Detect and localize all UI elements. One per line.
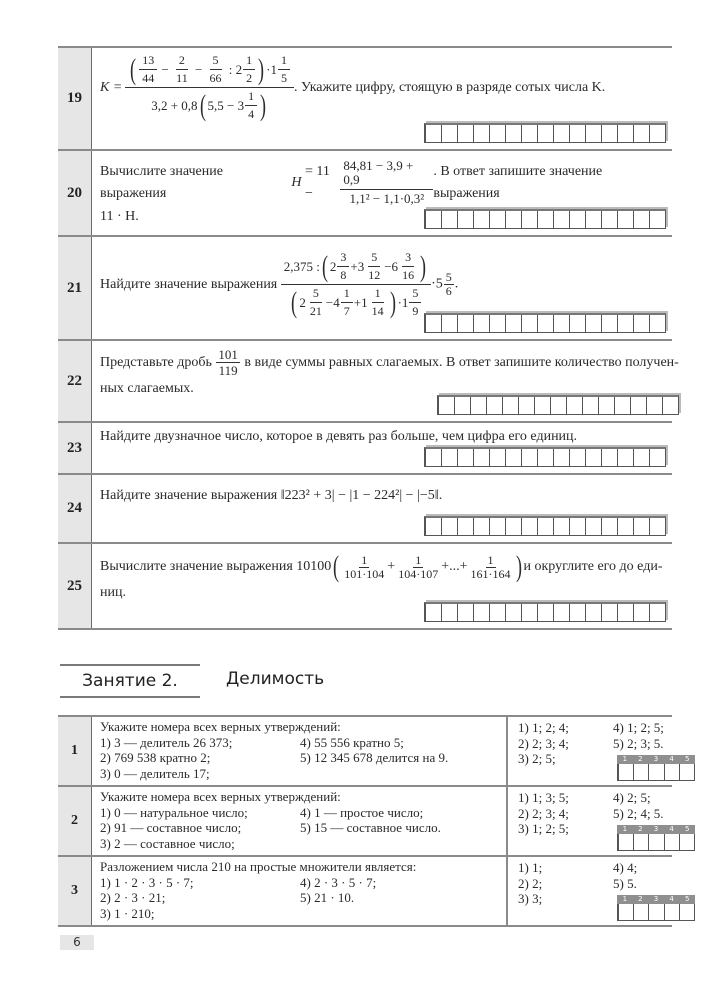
fraction: $\frac{101}{119}$ xyxy=(218,347,238,378)
fraction: $\frac{1}{101\cdot 104}$ xyxy=(344,552,385,581)
answer-cell[interactable] xyxy=(474,518,490,535)
statement: 5) 15 — составное число. xyxy=(300,820,441,835)
choice-number: 2 xyxy=(638,895,643,903)
answer-cell[interactable] xyxy=(458,315,474,332)
fraction: $\frac{1}{2}$ xyxy=(243,54,255,85)
answer-cell[interactable] xyxy=(442,604,458,621)
answer-cell[interactable] xyxy=(490,125,506,142)
answer-cell[interactable] xyxy=(618,449,634,466)
choice-number: 1 xyxy=(622,825,628,833)
answer-cell[interactable] xyxy=(490,604,506,621)
answer-cell[interactable] xyxy=(490,315,506,332)
task-body xyxy=(92,237,672,339)
test-number: 3 xyxy=(58,857,92,925)
task-text: Найдите значение выражения xyxy=(100,488,278,503)
task-text: Вычислите значение выражения xyxy=(100,163,223,201)
answer-choice-grid[interactable] xyxy=(617,825,695,851)
answer-cell[interactable] xyxy=(538,449,554,466)
statement: 4) 1 — простое число; xyxy=(300,804,424,820)
answer-cell[interactable] xyxy=(570,211,586,228)
answer-cell[interactable] xyxy=(570,518,586,535)
answer-cell[interactable] xyxy=(538,125,554,142)
test-row-1 xyxy=(58,717,690,787)
answer-cell[interactable] xyxy=(602,125,618,142)
answer-cell[interactable] xyxy=(474,604,490,621)
answer-cell[interactable] xyxy=(570,449,586,466)
option: 4) 4; xyxy=(613,860,638,875)
choice-cell[interactable] xyxy=(619,764,634,780)
answer-cell[interactable] xyxy=(522,449,538,466)
statement: 3) 0 — делитель 17; xyxy=(100,765,210,781)
answer-cell[interactable] xyxy=(618,604,634,621)
option: 1) 1; 2; 4; xyxy=(518,720,569,735)
task-text: в виде суммы равных слагаемых. В ответ запишите количество получен- xyxy=(244,354,679,370)
choice-cell[interactable] xyxy=(649,904,664,920)
ellipsis: +...+ xyxy=(441,559,468,574)
task-body xyxy=(92,423,672,473)
option: 2) 2; xyxy=(518,875,543,891)
test-row-2 xyxy=(58,787,690,857)
formula-denominator: 3,2 + 0,8 ( 5,5 − 3 $\frac{1}{4}$ ) xyxy=(151,88,267,122)
choice-cell[interactable] xyxy=(680,834,694,850)
choice-cell[interactable] xyxy=(619,904,634,920)
option: 3) 3; xyxy=(518,891,543,906)
answer-cell[interactable] xyxy=(602,315,618,332)
answer-cell[interactable] xyxy=(554,315,570,332)
statement: 1) 3 — делитель 26 373; xyxy=(100,734,233,750)
choice-number: 4 xyxy=(669,895,674,903)
statement-list xyxy=(100,875,500,922)
answer-cell[interactable] xyxy=(586,518,602,535)
answer-cell[interactable] xyxy=(426,449,442,466)
task-text: Найдите значение выражения xyxy=(100,276,278,292)
choice-cell[interactable] xyxy=(634,904,649,920)
answer-cell[interactable] xyxy=(442,518,458,535)
answer-cell[interactable] xyxy=(535,397,551,414)
choice-number: 5 xyxy=(684,895,690,903)
answer-cell[interactable] xyxy=(634,604,650,621)
statement: 3) 2 — составное число; xyxy=(100,835,235,851)
question-cell xyxy=(92,857,508,925)
task-row-23 xyxy=(58,423,672,475)
task-line-1 xyxy=(100,347,679,378)
task-line-1 xyxy=(100,251,666,318)
answer-cell[interactable] xyxy=(455,397,471,414)
task-row-21 xyxy=(58,237,672,341)
answer-cell[interactable] xyxy=(506,315,522,332)
option: 2) 2; 3; 4; xyxy=(518,805,569,821)
statement-list xyxy=(100,735,500,782)
answer-cell[interactable] xyxy=(458,125,474,142)
answer-cell[interactable] xyxy=(647,397,663,414)
answer-cell[interactable] xyxy=(506,211,522,228)
answer-cell[interactable] xyxy=(634,518,650,535)
choice-number: 5 xyxy=(684,825,690,833)
task-number: 23 xyxy=(58,423,92,473)
option: 5) 2; 4; 5. xyxy=(613,805,664,821)
statement: 2) 2 · 3 · 21; xyxy=(100,890,166,905)
page-number: 6 xyxy=(60,935,94,950)
answer-cell[interactable] xyxy=(650,315,665,332)
choice-number: 3 xyxy=(653,825,659,833)
answer-cell[interactable] xyxy=(551,397,567,414)
choice-number: 2 xyxy=(638,755,643,763)
task-row-25 xyxy=(58,544,672,630)
answer-grid[interactable] xyxy=(424,602,666,622)
answer-cell[interactable] xyxy=(522,211,538,228)
option: 1) 1; 3; 5; xyxy=(518,790,569,805)
task-text: Представьте дробь xyxy=(100,354,212,370)
answer-cell[interactable] xyxy=(458,518,474,535)
answer-cell[interactable] xyxy=(522,315,538,332)
task-line-1: Вычислите значение выражения 10100 ( $\frac{1}{101\cdot 104}$ + $\frac{1}{104\cdot 107}$ +...+ $\frac{1}{161\cdot 164}$ ) и округлите его до еди- xyxy=(100,550,663,583)
task-table xyxy=(58,46,679,630)
answer-cell[interactable] xyxy=(663,397,678,414)
answer-choice-grid[interactable] xyxy=(617,895,695,921)
task-line-2: 11 · H. xyxy=(100,209,139,224)
task-body xyxy=(92,48,672,149)
answer-cell[interactable] xyxy=(442,125,458,142)
answer-cell[interactable] xyxy=(618,518,634,535)
answer-cell[interactable] xyxy=(634,211,650,228)
answer-cell[interactable] xyxy=(474,125,490,142)
section-title: Делимость xyxy=(226,669,325,689)
tail: ·5 $\frac{5}{6}$ . xyxy=(431,270,459,298)
test-row-3 xyxy=(58,857,690,927)
answer-cell[interactable] xyxy=(487,397,503,414)
option: 3) 2; 5; xyxy=(518,751,556,766)
option: 5) 2; 3; 5. xyxy=(613,735,664,751)
option: 3) 1; 2; 5; xyxy=(518,821,569,836)
statement: 1) 1 · 2 · 3 · 5 · 7; xyxy=(100,874,194,890)
answer-cell[interactable] xyxy=(583,397,599,414)
statement: 4) 2 · 3 · 5 · 7; xyxy=(300,874,377,890)
answer-grid[interactable] xyxy=(424,447,666,467)
fraction: $\frac{1}{104\cdot 107}$ xyxy=(398,552,439,581)
answer-cell[interactable] xyxy=(426,315,442,332)
answer-cell[interactable] xyxy=(442,449,458,466)
options-cell xyxy=(508,857,699,925)
task-text: и округлите его до еди- xyxy=(523,559,663,574)
answer-cell[interactable] xyxy=(426,604,442,621)
denominator: 1,1² − 1,1·0,3² xyxy=(349,191,425,206)
answer-choice-grid[interactable] xyxy=(617,755,695,781)
option: 4) 1; 2; 5; xyxy=(613,720,664,735)
option: 1) 1; xyxy=(518,860,543,875)
answer-cell[interactable] xyxy=(599,397,615,414)
task-body xyxy=(92,341,685,421)
answer-cell[interactable] xyxy=(650,449,665,466)
options-cell xyxy=(508,717,699,785)
answer-cell[interactable] xyxy=(426,518,442,535)
variable-h: H xyxy=(291,174,302,190)
choice-cell[interactable] xyxy=(634,834,649,850)
choice-number: 4 xyxy=(669,755,674,763)
question-prompt: Укажите номера всех верных утверждений: xyxy=(100,789,341,804)
task-number: 19 xyxy=(58,48,92,149)
answer-cell[interactable] xyxy=(602,604,618,621)
answer-cell[interactable] xyxy=(490,211,506,228)
answer-cell[interactable] xyxy=(586,449,602,466)
answer-cell[interactable] xyxy=(506,604,522,621)
statement: 5) 21 · 10. xyxy=(300,890,355,905)
statement: 3) 1 · 210; xyxy=(100,905,155,921)
answer-cell[interactable] xyxy=(522,604,538,621)
choice-cell[interactable] xyxy=(680,904,694,920)
choice-number: 1 xyxy=(622,755,628,763)
task-text: Вычислите значение выражения 10100 xyxy=(100,559,332,574)
answer-choice-cells[interactable] xyxy=(617,904,695,921)
answer-cell[interactable] xyxy=(538,518,554,535)
task-text: . Укажите цифру, стоящую в разряде сотых числа K. xyxy=(294,79,606,95)
test-number: 1 xyxy=(58,717,92,785)
answer-cell[interactable] xyxy=(586,125,602,142)
answer-cell[interactable] xyxy=(570,315,586,332)
answer-cell[interactable] xyxy=(602,449,618,466)
question-prompt: Разложением числа 210 на простые множители является: xyxy=(100,859,417,874)
test-number: 2 xyxy=(58,787,92,855)
choice-number: 5 xyxy=(684,755,690,763)
choice-cell[interactable] xyxy=(619,834,634,850)
task-number: 22 xyxy=(58,341,92,421)
answer-cell[interactable] xyxy=(538,211,554,228)
option: 4) 2; 5; xyxy=(613,790,651,805)
choice-cell[interactable] xyxy=(680,764,694,780)
option: 2) 2; 3; 4; xyxy=(518,735,569,751)
fraction: $\frac{5}{66}$ xyxy=(209,53,222,85)
task-body xyxy=(92,151,672,235)
answer-cell[interactable] xyxy=(615,397,631,414)
fraction xyxy=(281,251,431,318)
choice-cell[interactable] xyxy=(649,834,664,850)
answer-cell[interactable] xyxy=(650,125,665,142)
answer-cell[interactable] xyxy=(442,211,458,228)
answer-cell[interactable] xyxy=(522,125,538,142)
options-cell xyxy=(508,787,699,855)
choice-cell[interactable] xyxy=(649,764,664,780)
statement-list xyxy=(100,805,500,852)
choice-cell[interactable] xyxy=(665,904,680,920)
answer-cell[interactable] xyxy=(586,315,602,332)
answer-cell[interactable] xyxy=(586,211,602,228)
question-prompt: Укажите номера всех верных утверждений: xyxy=(100,719,341,734)
choice-number: 2 xyxy=(638,825,643,833)
answer-cell[interactable] xyxy=(567,397,583,414)
answer-cell[interactable] xyxy=(650,518,665,535)
answer-choice-cells[interactable] xyxy=(617,764,695,781)
fraction: $\frac{1}{5}$ xyxy=(278,54,290,85)
answer-grid[interactable] xyxy=(424,209,666,229)
answer-choice-header xyxy=(617,825,695,834)
choice-cell[interactable] xyxy=(634,764,649,780)
answer-cell[interactable] xyxy=(650,604,665,621)
answer-cell[interactable] xyxy=(426,211,442,228)
numerator: 2,375 : ( 2 $\frac{3}{8}$ +3 $\frac{5}{12}$ −6 $\frac{3}{16}$ ) xyxy=(281,251,431,285)
answer-cell[interactable] xyxy=(586,604,602,621)
answer-cell[interactable] xyxy=(506,125,522,142)
task-number: 21 xyxy=(58,237,92,339)
answer-cell[interactable] xyxy=(506,449,522,466)
answer-grid[interactable] xyxy=(424,123,666,143)
formula-numerator: ( $\frac{13}{44}$ − $\frac{2}{11}$ − $\frac{5}{66}$ : 2 $\frac{1}{2}$ ) ·1 $\frac{1}{5}$ xyxy=(125,54,294,88)
task-row-19 xyxy=(58,48,672,151)
fraction: $\frac{2}{11}$ xyxy=(176,53,188,85)
task-line-2: ных слагаемых. xyxy=(100,381,194,396)
answer-cell[interactable] xyxy=(471,397,487,414)
answer-cell[interactable] xyxy=(602,211,618,228)
statement: 5) 12 345 678 делится на 9. xyxy=(300,750,449,765)
answer-cell[interactable] xyxy=(650,211,665,228)
answer-cell[interactable] xyxy=(490,449,506,466)
choice-number: 1 xyxy=(622,895,628,903)
answer-cell[interactable] xyxy=(426,125,442,142)
task-row-20 xyxy=(58,151,672,237)
choice-number: 3 xyxy=(653,895,659,903)
question-cell xyxy=(92,787,508,855)
answer-cell[interactable] xyxy=(554,125,570,142)
answer-cell[interactable] xyxy=(618,315,634,332)
formula-prefix: K = xyxy=(100,79,123,95)
statement: 2) 91 — составное число; xyxy=(100,820,242,835)
answer-cell[interactable] xyxy=(439,397,455,414)
answer-grid[interactable] xyxy=(437,395,679,415)
answer-cell[interactable] xyxy=(634,315,650,332)
choice-cell[interactable] xyxy=(665,834,680,850)
answer-cell[interactable] xyxy=(490,518,506,535)
fraction xyxy=(340,159,433,206)
answer-cell[interactable] xyxy=(570,604,586,621)
fraction: $\frac{13}{44}$ xyxy=(139,54,157,85)
answer-cell[interactable] xyxy=(519,397,535,414)
answer-cell[interactable] xyxy=(458,211,474,228)
statement: 4) 55 556 кратно 5; xyxy=(300,734,404,750)
answer-choice-header xyxy=(617,755,695,764)
task-line-1 xyxy=(100,159,666,206)
answer-cell[interactable] xyxy=(554,604,570,621)
answer-cell[interactable] xyxy=(503,397,519,414)
answer-cell[interactable] xyxy=(634,449,650,466)
task-text: . В ответ запишите значение выражения xyxy=(433,163,603,201)
answer-cell[interactable] xyxy=(506,518,522,535)
answer-cell[interactable] xyxy=(458,604,474,621)
answer-cell[interactable] xyxy=(631,397,647,414)
answer-cell[interactable] xyxy=(554,211,570,228)
task-formula xyxy=(100,54,666,121)
denominator: ( 2 $\frac{5}{21}$ −4 $\frac{1}{7}$ +1 $\frac{1}{14}$ ) ·1 $\frac{5}{9}$ xyxy=(286,285,425,318)
fraction: $\frac{1}{161\cdot 164}$ xyxy=(470,552,511,581)
numerator: 84,81 − 3,9 + 0,9 xyxy=(340,159,433,190)
answer-cell[interactable] xyxy=(618,211,634,228)
task-number: 20 xyxy=(58,151,92,235)
task-body xyxy=(92,475,672,542)
section-label: Занятие 2. xyxy=(60,664,200,698)
answer-cell[interactable] xyxy=(538,315,554,332)
answer-cell[interactable] xyxy=(570,125,586,142)
task-number: 25 xyxy=(58,544,92,628)
task-number: 24 xyxy=(58,475,92,542)
task-text: Найдите двузначное число, которое в девять раз больше, чем цифра его единиц. xyxy=(100,429,578,444)
answer-cell[interactable] xyxy=(474,211,490,228)
answer-cell[interactable] xyxy=(634,125,650,142)
answer-cell[interactable] xyxy=(602,518,618,535)
fraction: $\frac{1}{4}$ xyxy=(245,90,257,121)
answer-cell[interactable] xyxy=(554,449,570,466)
task-line-2: ниц. xyxy=(100,585,126,600)
choice-cell[interactable] xyxy=(665,764,680,780)
answer-cell[interactable] xyxy=(474,315,490,332)
task-line-1 xyxy=(100,485,666,507)
equals: = 11 − xyxy=(305,163,330,201)
statement: 2) 769 538 кратно 2; xyxy=(100,750,211,765)
answer-choice-cells[interactable] xyxy=(617,834,695,851)
answer-cell[interactable] xyxy=(442,315,458,332)
expression: ‖223² + 3| − |1 − 224²| − |−5‖. xyxy=(280,488,443,503)
task-row-24 xyxy=(58,475,672,544)
answer-cell[interactable] xyxy=(538,604,554,621)
answer-grid[interactable] xyxy=(424,313,666,333)
answer-cell[interactable] xyxy=(618,125,634,142)
task-row-22 xyxy=(58,341,679,423)
question-cell xyxy=(92,717,508,785)
choice-number: 4 xyxy=(669,825,674,833)
answer-cell[interactable] xyxy=(458,449,474,466)
test-table xyxy=(58,715,690,927)
answer-cell[interactable] xyxy=(474,449,490,466)
answer-cell[interactable] xyxy=(554,518,570,535)
statement: 1) 0 — натуральное число; xyxy=(100,804,248,820)
formula-main-fraction xyxy=(125,54,294,121)
choice-number: 3 xyxy=(653,755,659,763)
answer-cell[interactable] xyxy=(522,518,538,535)
option: 5) 5. xyxy=(613,875,637,891)
answer-grid[interactable] xyxy=(424,516,666,536)
answer-choice-header xyxy=(617,895,695,904)
task-body xyxy=(92,544,672,628)
